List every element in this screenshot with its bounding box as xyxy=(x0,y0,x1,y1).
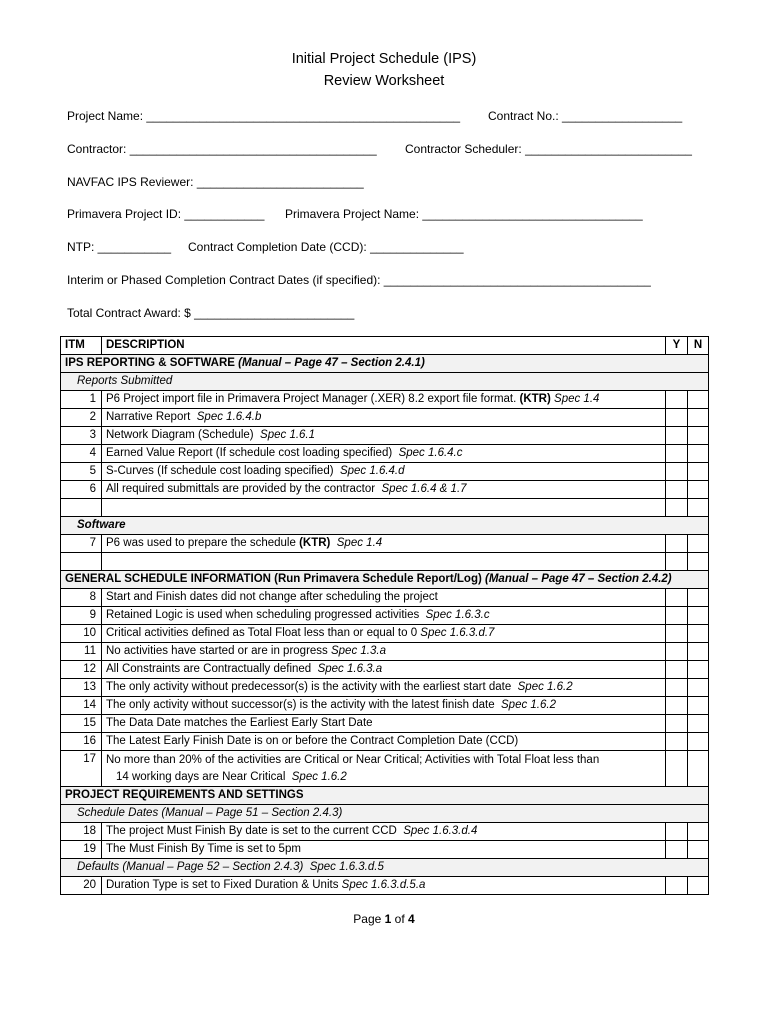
no-checkbox-cell[interactable] xyxy=(688,391,709,409)
table-row xyxy=(61,445,709,463)
item-number: 4 xyxy=(61,445,102,463)
table-row xyxy=(61,877,709,895)
item-spec: Spec 1.3.a xyxy=(327,645,386,657)
navfac-reviewer-row xyxy=(67,174,364,190)
item-text-line-2: 14 working days are Near Critical xyxy=(116,770,286,783)
item-description xyxy=(102,625,666,643)
no-checkbox-cell[interactable] xyxy=(688,733,709,751)
blank-cell xyxy=(61,499,102,517)
yes-checkbox-cell[interactable] xyxy=(666,535,688,553)
yes-checkbox-cell[interactable] xyxy=(666,427,688,445)
item-description xyxy=(102,751,666,787)
interim-dates-row xyxy=(67,272,651,288)
item-text: Duration Type is set to Fixed Duration & Units xyxy=(106,879,339,891)
item-description xyxy=(102,877,666,895)
no-checkbox-cell[interactable] xyxy=(688,877,709,895)
item-text: All required submittals are provided by the contractor xyxy=(106,483,376,495)
yes-checkbox-cell[interactable] xyxy=(666,499,688,517)
no-checkbox-cell[interactable] xyxy=(688,445,709,463)
item-text: Earned Value Report (If schedule cost loading specified) xyxy=(106,447,393,459)
primavera-id-field[interactable]: ____________ xyxy=(181,207,265,221)
project-name-label: Project Name: xyxy=(67,109,144,123)
item-text: Retained Logic is used when scheduling progressed activities xyxy=(106,609,420,621)
yes-checkbox-cell[interactable] xyxy=(666,877,688,895)
yes-checkbox-cell[interactable] xyxy=(666,589,688,607)
section-row-general-schedule xyxy=(61,571,709,589)
item-text: The project Must Finish By date is set to the current CCD xyxy=(106,825,397,837)
item-description xyxy=(102,697,666,715)
table-row xyxy=(61,715,709,733)
blank-cell xyxy=(102,499,666,517)
no-checkbox-cell[interactable] xyxy=(688,409,709,427)
table-row xyxy=(61,751,709,787)
item-spec: Spec 1.4 xyxy=(550,393,600,405)
item-number: 15 xyxy=(61,715,102,733)
item-description xyxy=(102,391,666,409)
navfac-reviewer-label: NAVFAC IPS Reviewer: xyxy=(67,175,194,189)
item-spec: Spec 1.6.4.b xyxy=(190,411,262,423)
yes-checkbox-cell[interactable] xyxy=(666,481,688,499)
item-number: 16 xyxy=(61,733,102,751)
item-spec: Spec 1.6.3.d.5.a xyxy=(338,879,426,891)
yes-checkbox-cell[interactable] xyxy=(666,643,688,661)
contractor-row xyxy=(67,141,377,157)
yes-checkbox-cell[interactable] xyxy=(666,409,688,427)
item-text: Network Diagram (Schedule) xyxy=(106,429,254,441)
contractor-field[interactable]: _____________________________________ xyxy=(126,142,377,156)
title-line-2: Review Worksheet xyxy=(323,73,445,89)
primavera-name-field[interactable]: _________________________________ xyxy=(419,207,643,221)
table-row xyxy=(61,823,709,841)
item-number: 19 xyxy=(61,841,102,859)
ccd-row xyxy=(188,239,464,255)
item-tag: (KTR) xyxy=(516,393,551,405)
item-number: 1 xyxy=(61,391,102,409)
contract-no-label: Contract No.: xyxy=(488,109,559,123)
page-number: 1 xyxy=(384,912,392,926)
section-row-ips-reporting xyxy=(61,355,709,373)
contractor-scheduler-row xyxy=(405,141,692,157)
item-spec: Spec 1.6.4.c xyxy=(392,447,463,459)
subsection-title: Software xyxy=(61,517,709,535)
page-total: 4 xyxy=(408,912,415,926)
item-text-line-1: No more than 20% of the activities are Critical or Near Critical; Activities with Total Float less than xyxy=(106,753,600,766)
no-checkbox-cell[interactable] xyxy=(688,625,709,643)
item-text: The only activity without predecessor(s) is the activity with the earliest start date xyxy=(106,681,512,693)
no-checkbox-cell[interactable] xyxy=(688,553,709,571)
item-description xyxy=(102,535,666,553)
no-checkbox-cell[interactable] xyxy=(688,679,709,697)
table-header-row xyxy=(61,337,709,355)
item-number: 13 xyxy=(61,679,102,697)
yes-checkbox-cell[interactable] xyxy=(666,625,688,643)
item-spec: Spec 1.6.2 xyxy=(494,699,556,711)
table-row-blank xyxy=(61,499,709,517)
subsection-row-schedule-dates xyxy=(61,805,709,823)
title-line-1: Initial Project Schedule (IPS) xyxy=(291,51,477,67)
item-description xyxy=(102,481,666,499)
item-number: 12 xyxy=(61,661,102,679)
navfac-reviewer-field[interactable]: _________________________ xyxy=(193,175,364,189)
primavera-name-row xyxy=(285,206,643,222)
item-number: 7 xyxy=(61,535,102,553)
yes-checkbox-cell[interactable] xyxy=(666,391,688,409)
primavera-id-label: Primavera Project ID: xyxy=(67,207,182,221)
item-number: 18 xyxy=(61,823,102,841)
document-title xyxy=(0,48,768,92)
yes-checkbox-cell[interactable] xyxy=(666,445,688,463)
item-number: 2 xyxy=(61,409,102,427)
no-checkbox-cell[interactable] xyxy=(688,589,709,607)
contract-award-row xyxy=(67,305,354,321)
section-title xyxy=(61,571,709,589)
item-number: 5 xyxy=(61,463,102,481)
table-row xyxy=(61,697,709,715)
subsection-row-defaults xyxy=(61,859,709,877)
item-description xyxy=(102,427,666,445)
item-description xyxy=(102,661,666,679)
item-description xyxy=(102,463,666,481)
item-spec: Spec 1.6.3.d.4 xyxy=(396,825,478,837)
item-spec: Spec 1.6.3.a xyxy=(311,663,383,675)
table-row xyxy=(61,589,709,607)
no-checkbox-cell[interactable] xyxy=(688,715,709,733)
footer-prefix: Page xyxy=(353,912,385,926)
item-description xyxy=(102,679,666,697)
no-checkbox-cell[interactable] xyxy=(688,427,709,445)
ccd-label: Contract Completion Date (CCD): xyxy=(188,240,367,254)
contract-award-label: Total Contract Award: $ xyxy=(67,306,191,320)
no-checkbox-cell[interactable] xyxy=(688,751,709,787)
subsection-spec: Spec 1.6.3.d.5 xyxy=(303,861,384,873)
ntp-label: NTP: xyxy=(67,240,95,254)
no-checkbox-cell[interactable] xyxy=(688,841,709,859)
contractor-label: Contractor: xyxy=(67,142,127,156)
contractor-scheduler-field[interactable]: _________________________ xyxy=(521,142,692,156)
footer-of: of xyxy=(391,912,409,926)
item-description: Start and Finish dates did not change after scheduling the project xyxy=(102,589,666,607)
yes-checkbox-cell[interactable] xyxy=(666,697,688,715)
table-row xyxy=(61,427,709,445)
subsection-row-software xyxy=(61,517,709,535)
item-number: 8 xyxy=(61,589,102,607)
blank-cell xyxy=(102,553,666,571)
subsection-row-reports xyxy=(61,373,709,391)
item-description xyxy=(102,643,666,661)
no-checkbox-cell[interactable] xyxy=(688,643,709,661)
section-title-bold: GENERAL SCHEDULE INFORMATION (Run Primavera Schedule Report/Log) xyxy=(65,573,482,585)
item-number: 6 xyxy=(61,481,102,499)
subsection-title xyxy=(61,859,709,877)
table-row xyxy=(61,733,709,751)
section-title: PROJECT REQUIREMENTS AND SETTINGS xyxy=(61,787,709,805)
item-spec: Spec 1.6.3.c xyxy=(419,609,490,621)
header-yes: Y xyxy=(666,337,688,355)
item-spec: Spec 1.6.3.d.7 xyxy=(417,627,495,639)
item-number: 17 xyxy=(61,751,102,787)
contract-no-row xyxy=(488,108,682,124)
no-checkbox-cell[interactable] xyxy=(688,697,709,715)
subsection-title: Reports Submitted xyxy=(61,373,709,391)
primavera-id-row xyxy=(67,206,264,222)
item-tag: (KTR) xyxy=(295,537,331,549)
no-checkbox-cell[interactable] xyxy=(688,661,709,679)
item-spec: Spec 1.6.4.d xyxy=(333,465,405,477)
header-no: N xyxy=(688,337,709,355)
project-name-field[interactable]: _______________________________________________ xyxy=(143,109,461,123)
no-checkbox-cell[interactable] xyxy=(688,607,709,625)
item-description xyxy=(102,445,666,463)
table-row xyxy=(61,463,709,481)
subsection-title-text: Defaults (Manual – Page 52 – Section 2.4.3) xyxy=(77,861,304,873)
item-description xyxy=(102,607,666,625)
yes-checkbox-cell[interactable] xyxy=(666,841,688,859)
section-title xyxy=(61,355,709,373)
review-checklist-table xyxy=(60,336,709,895)
ntp-field[interactable]: ___________ xyxy=(94,240,172,254)
primavera-name-label: Primavera Project Name: xyxy=(285,207,420,221)
table-row xyxy=(61,535,709,553)
item-text: The only activity without successor(s) is the activity with the latest finish date xyxy=(106,699,495,711)
table-row xyxy=(61,841,709,859)
no-checkbox-cell[interactable] xyxy=(688,481,709,499)
no-checkbox-cell[interactable] xyxy=(688,823,709,841)
item-text-line-2-wrap xyxy=(106,769,661,786)
item-number: 20 xyxy=(61,877,102,895)
no-checkbox-cell[interactable] xyxy=(688,463,709,481)
yes-checkbox-cell[interactable] xyxy=(666,661,688,679)
item-description xyxy=(102,409,666,427)
yes-checkbox-cell[interactable] xyxy=(666,715,688,733)
header-description: DESCRIPTION xyxy=(102,337,666,355)
item-text: P6 Project import file in Primavera Project Manager (.XER) 8.2 export file format. xyxy=(106,393,517,405)
blank-cell xyxy=(61,553,102,571)
ntp-row xyxy=(67,239,171,255)
item-number: 14 xyxy=(61,697,102,715)
no-checkbox-cell[interactable] xyxy=(688,499,709,517)
table-row-blank xyxy=(61,553,709,571)
yes-checkbox-cell[interactable] xyxy=(666,553,688,571)
table-row xyxy=(61,643,709,661)
item-number: 10 xyxy=(61,625,102,643)
project-name-row xyxy=(67,108,460,124)
item-description: The Must Finish By Time is set to 5pm xyxy=(102,841,666,859)
item-description: The Data Date matches the Earliest Early Start Date xyxy=(102,715,666,733)
interim-dates-label: Interim or Phased Completion Contract Dates (if specified): xyxy=(67,273,381,287)
item-spec: Spec 1.4 xyxy=(330,537,383,549)
item-number: 11 xyxy=(61,643,102,661)
yes-checkbox-cell[interactable] xyxy=(666,733,688,751)
no-checkbox-cell[interactable] xyxy=(688,535,709,553)
item-text: P6 was used to prepare the schedule xyxy=(106,537,296,549)
item-number: 3 xyxy=(61,427,102,445)
table-row xyxy=(61,481,709,499)
section-title-ref: (Manual – Page 47 – Section 2.4.1) xyxy=(234,357,425,369)
item-text: S-Curves (If schedule cost loading specified) xyxy=(106,465,334,477)
item-text: Narrative Report xyxy=(106,411,191,423)
section-row-project-requirements xyxy=(61,787,709,805)
table-row xyxy=(61,409,709,427)
yes-checkbox-cell[interactable] xyxy=(666,823,688,841)
yes-checkbox-cell[interactable] xyxy=(666,607,688,625)
item-spec: Spec 1.6.4 & 1.7 xyxy=(375,483,467,495)
subsection-title: Schedule Dates (Manual – Page 51 – Section 2.4.3) xyxy=(61,805,709,823)
yes-checkbox-cell[interactable] xyxy=(666,679,688,697)
contractor-scheduler-label: Contractor Scheduler: xyxy=(405,142,522,156)
table-row xyxy=(61,625,709,643)
item-number: 9 xyxy=(61,607,102,625)
item-spec: Spec 1.6.2 xyxy=(285,770,347,783)
item-text: No activities have started or are in progress xyxy=(106,645,328,657)
contract-award-field[interactable]: ________________________ xyxy=(190,306,355,320)
item-spec: Spec 1.6.1 xyxy=(253,429,316,441)
item-description xyxy=(102,823,666,841)
table-row xyxy=(61,661,709,679)
table-row xyxy=(61,391,709,409)
item-text: All Constraints are Contractually defined xyxy=(106,663,312,675)
item-description: The Latest Early Finish Date is on or before the Contract Completion Date (CCD) xyxy=(102,733,666,751)
contract-no-field[interactable]: __________________ xyxy=(558,109,683,123)
section-title-ref: (Manual – Page 47 – Section 2.4.2) xyxy=(481,573,672,585)
ccd-field[interactable]: ______________ xyxy=(366,240,464,254)
interim-dates-field[interactable]: ________________________________________ xyxy=(380,273,651,287)
table-row xyxy=(61,607,709,625)
header-itm: ITM xyxy=(61,337,102,355)
yes-checkbox-cell[interactable] xyxy=(666,463,688,481)
page-footer xyxy=(0,912,768,926)
item-spec: Spec 1.6.2 xyxy=(511,681,573,693)
table-row xyxy=(61,679,709,697)
yes-checkbox-cell[interactable] xyxy=(666,751,688,787)
section-title-bold: IPS REPORTING & SOFTWARE xyxy=(65,357,235,369)
item-text: Critical activities defined as Total Float less than or equal to 0 xyxy=(106,627,418,639)
